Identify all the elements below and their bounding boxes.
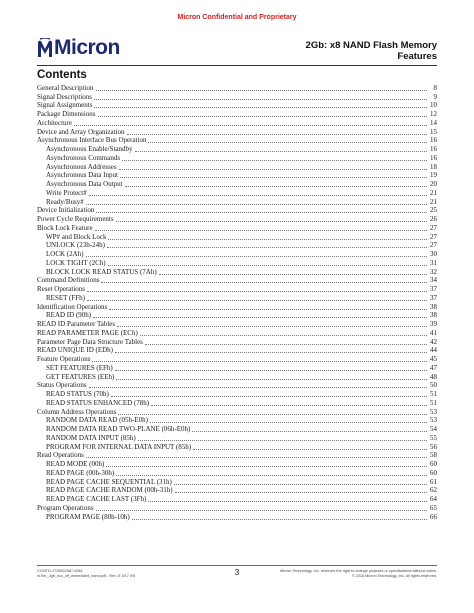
toc-entry-page: 58 (430, 451, 437, 460)
toc-entry[interactable] (37, 390, 437, 399)
toc-leader-dots (193, 449, 427, 450)
toc-entry[interactable] (37, 487, 437, 496)
toc-entry[interactable] (37, 347, 437, 356)
toc-leader-dots (116, 221, 427, 222)
toc-entry-page: 51 (430, 399, 437, 407)
toc-leader-dots (96, 212, 427, 213)
toc-entry[interactable] (37, 513, 437, 522)
toc-leader-dots (192, 431, 427, 432)
toc-leader-dots (122, 160, 427, 161)
toc-entry-page: 54 (430, 425, 437, 434)
toc-entry[interactable] (37, 119, 437, 128)
document-title-line1: 2Gb: x8 NAND Flash Memory (305, 40, 437, 51)
toc-entry[interactable] (37, 495, 437, 504)
toc-entry-title: Asynchronous Data Input (46, 171, 118, 180)
micron-logo-icon (37, 38, 53, 58)
toc-entry-title: General Description (37, 84, 94, 92)
toc-entry[interactable] (37, 242, 437, 251)
toc-entry-page: 32 (430, 267, 437, 276)
toc-entry[interactable] (37, 452, 437, 461)
toc-entry[interactable] (37, 268, 437, 277)
toc-entry-title: Program Operations (37, 504, 94, 512)
toc-entry[interactable] (37, 434, 437, 443)
toc-entry[interactable] (37, 408, 437, 417)
toc-entry-title: UNLOCK (23h-24h) (46, 241, 105, 250)
toc-entry-title: Device Initialization (37, 206, 95, 215)
toc-leader-dots (111, 396, 427, 397)
toc-entry-title: READ PAGE (00h-30h) (46, 469, 115, 477)
toc-leader-dots (119, 169, 427, 170)
toc-entry-title: Column Address Operations (37, 407, 117, 416)
toc-entry-page: 34 (430, 276, 437, 285)
toc-leader-dots (120, 177, 427, 178)
toc-leader-dots (94, 107, 427, 108)
toc-entry-page: 37 (430, 294, 437, 302)
toc-entry-page: 10 (430, 101, 437, 110)
toc-leader-dots (125, 186, 427, 187)
toc-entry-title: Package Dimensions (37, 110, 96, 119)
toc-entry[interactable] (37, 338, 437, 347)
toc-entry-page: 16 (430, 145, 437, 154)
toc-entry-title: READ ID (90h) (46, 311, 92, 320)
toc-entry[interactable] (37, 102, 437, 111)
toc-leader-dots (135, 151, 427, 152)
toc-entry[interactable] (37, 469, 437, 478)
toc-leader-dots (86, 256, 427, 257)
toc-leader-dots (94, 99, 427, 100)
toc-entry[interactable] (37, 277, 437, 286)
micron-logo (37, 36, 120, 60)
footer-disclaimer: Micron Technology, Inc. reserves the right to change products or specifications without notice. (280, 569, 437, 573)
toc-entry[interactable] (37, 303, 437, 312)
toc-entry-title: Read Operations (37, 451, 84, 460)
toc-entry-page: 9 (433, 92, 437, 101)
toc-entry[interactable] (37, 172, 437, 181)
toc-leader-dots (89, 387, 427, 388)
toc-entry-page: 47 (430, 364, 437, 372)
toc-entry[interactable] (37, 137, 437, 146)
toc-entry-page: 38 (430, 311, 437, 320)
toc-leader-dots (148, 501, 427, 502)
toc-entry[interactable] (37, 355, 437, 364)
toc-leader-dots (138, 440, 427, 441)
toc-leader-dots (174, 484, 427, 485)
toc-leader-dots (118, 414, 427, 415)
toc-entry-page: 14 (430, 119, 437, 127)
footer-divider (37, 565, 437, 566)
toc-entry[interactable] (37, 478, 437, 487)
toc-entry-title: Asynchronous Commands (46, 154, 121, 162)
toc-entry-title: READ ID Parameter Tables (37, 320, 116, 329)
toc-leader-dots (108, 239, 427, 240)
toc-leader-dots (95, 230, 427, 231)
toc-entry-title: WP# and Block Lock (46, 232, 107, 241)
document-title (306, 41, 437, 62)
toc-entry[interactable] (37, 320, 437, 329)
toc-entry-page: 16 (430, 136, 437, 145)
toc-entry-title: Feature Operations (37, 355, 91, 364)
toc-entry-title: READ MODE (00h) (46, 460, 105, 469)
toc-leader-dots (175, 492, 427, 493)
toc-entry-page: 41 (430, 329, 437, 337)
toc-leader-dots (96, 510, 427, 511)
toc-entry-title: Reset Operations (37, 285, 86, 294)
toc-entry-page: 18 (430, 162, 437, 171)
toc-entry-page: 26 (430, 215, 437, 224)
footer-right (280, 569, 437, 579)
toc-entry[interactable] (37, 364, 437, 373)
toc-entry-page: 30 (430, 250, 437, 259)
toc-entry-title: READ PAGE CACHE LAST (3Fh) (46, 495, 147, 504)
toc-entry-page: 8 (433, 84, 437, 92)
toc-entry-page: 60 (430, 460, 437, 469)
toc-entry-page: 50 (430, 381, 437, 390)
toc-entry-title: READ STATUS (70h) (46, 390, 109, 399)
toc-entry-page: 51 (430, 390, 437, 399)
toc-entry-page: 62 (430, 486, 437, 495)
toc-leader-dots (117, 326, 427, 327)
document-title-line2: Features (397, 50, 437, 62)
toc-leader-dots (145, 344, 427, 345)
toc-leader-dots (101, 282, 427, 283)
toc-entry-page: 27 (430, 241, 437, 250)
toc-leader-dots (106, 466, 427, 467)
toc-entry-page: 66 (430, 512, 437, 521)
toc-leader-dots (109, 309, 427, 310)
toc-entry-title: READ PAGE CACHE RANDOM (00h-31h) (46, 486, 173, 495)
toc-leader-dots (115, 370, 427, 371)
toc-entry[interactable] (37, 504, 437, 513)
toc-entry-page: 65 (430, 504, 437, 512)
toc-entry[interactable] (37, 382, 437, 391)
toc-entry[interactable] (37, 145, 437, 154)
toc-leader-dots (92, 361, 427, 362)
contents-heading: Contents (37, 69, 87, 81)
toc-entry-page: 27 (430, 232, 437, 241)
toc-entry-page: 21 (430, 189, 437, 197)
toc-entry-page: 37 (430, 285, 437, 294)
toc-entry-title: Ready/Busy# (46, 197, 84, 206)
toc-entry-page: 27 (430, 224, 437, 232)
toc-entry-page: 15 (430, 127, 437, 136)
toc-entry-page: 19 (430, 171, 437, 180)
toc-entry-title: Status Operations (37, 381, 87, 390)
toc-leader-dots (87, 291, 427, 292)
toc-entry-title: SET FEATURES (EFh) (46, 364, 113, 372)
toc-entry-page: 64 (430, 495, 437, 504)
toc-leader-dots (151, 405, 427, 406)
toc-entry[interactable] (37, 425, 437, 434)
toc-entry-page: 21 (430, 197, 437, 206)
toc-entry[interactable] (37, 460, 437, 469)
toc-leader-dots (115, 352, 427, 353)
toc-entry[interactable] (37, 154, 437, 163)
toc-entry-page: 48 (430, 372, 437, 381)
toc-entry-title: BLOCK LOCK READ STATUS (7Ah) (46, 267, 157, 276)
toc-entry[interactable] (37, 312, 437, 321)
toc-entry-page: 39 (430, 320, 437, 329)
toc-leader-dots (116, 475, 427, 476)
header-divider (37, 65, 437, 66)
toc-entry-title: Signal Descriptions (37, 92, 93, 101)
toc-entry[interactable] (37, 399, 437, 408)
toc-entry-title: RANDOM DATA INPUT (85h) (46, 434, 136, 442)
toc-entry[interactable] (37, 180, 437, 189)
toc-entry-page: 61 (430, 477, 437, 486)
toc-entry[interactable] (37, 285, 437, 294)
toc-entry-page: 45 (430, 355, 437, 364)
toc-entry-page: 44 (430, 346, 437, 355)
toc-entry-title: READ STATUS ENHANCED (78h) (46, 399, 150, 407)
toc-entry[interactable] (37, 443, 437, 452)
footer-doc-id: CCMTD-1725822587-8361 (37, 569, 83, 573)
logo-wordmark: Micron (54, 36, 120, 59)
toc-entry-title: Parameter Page Data Structure Tables (37, 337, 143, 346)
footer-file-name: m7bb_2gb_ecc_cff_embedded_nand.pdf - Rev. E 5/17 EN (37, 574, 136, 578)
toc-entry[interactable] (37, 189, 437, 198)
toc-entry-title: Write Protect# (46, 189, 87, 197)
toc-leader-dots (127, 134, 427, 135)
toc-leader-dots (159, 274, 427, 275)
toc-leader-dots (74, 125, 427, 126)
toc-leader-dots (86, 204, 427, 205)
toc-leader-dots (140, 335, 427, 336)
toc-leader-dots (116, 379, 427, 380)
toc-leader-dots (86, 457, 427, 458)
toc-entry-page: 31 (430, 259, 437, 267)
toc-leader-dots (108, 265, 427, 266)
table-of-contents (37, 84, 437, 522)
toc-entry-title: READ UNIQUE ID (EDh) (37, 346, 114, 355)
toc-entry-title: Signal Assignments (37, 101, 93, 110)
toc-entry-title: Command Definitions (37, 276, 100, 285)
toc-entry[interactable] (37, 198, 437, 207)
toc-entry[interactable] (37, 294, 437, 303)
toc-entry[interactable] (37, 250, 437, 259)
toc-entry[interactable] (37, 224, 437, 233)
toc-entry[interactable] (37, 215, 437, 224)
toc-entry-title: Architecture (37, 119, 72, 127)
toc-leader-dots (96, 90, 427, 91)
toc-entry-title: RESET (FFh) (46, 294, 85, 302)
toc-entry-title: RANDOM DATA READ TWO-PLANE (06h-E0h) (46, 425, 191, 434)
toc-entry[interactable] (37, 207, 437, 216)
toc-entry-title: Asynchronous Data Output (46, 180, 123, 189)
toc-entry-title: Block Lock Feature (37, 224, 93, 232)
toc-entry-page: 55 (430, 434, 437, 442)
toc-entry-page: 53 (430, 407, 437, 416)
toc-entry-page: 38 (430, 302, 437, 311)
toc-entry-page: 42 (430, 337, 437, 346)
toc-entry-title: Asynchronous Addresses (46, 162, 117, 171)
toc-entry-page: 56 (430, 442, 437, 451)
toc-entry[interactable] (37, 163, 437, 172)
toc-leader-dots (107, 247, 427, 248)
toc-entry-title: RANDOM DATA READ (05h-E0h) (46, 416, 148, 425)
toc-entry-page: 12 (430, 110, 437, 119)
toc-entry-title: LOCK (2Ah) (46, 250, 84, 259)
toc-entry-title: Identification Operations (37, 302, 108, 311)
toc-entry-page: 20 (430, 180, 437, 189)
toc-entry[interactable] (37, 373, 437, 382)
toc-entry-page: 16 (430, 154, 437, 162)
toc-entry-title: Power Cycle Requirements (37, 215, 114, 224)
toc-entry-page: 60 (430, 469, 437, 477)
toc-entry[interactable] (37, 93, 437, 102)
page-number: 3 (234, 568, 240, 577)
toc-entry[interactable] (37, 110, 437, 119)
toc-entry-page: 25 (430, 206, 437, 215)
toc-entry-title: PROGRAM FOR INTERNAL DATA INPUT (85h) (46, 442, 192, 451)
toc-entry-title: READ PAGE CACHE SEQUENTIAL (31h) (46, 477, 172, 486)
toc-entry-page: 53 (430, 416, 437, 425)
toc-leader-dots (93, 317, 427, 318)
confidential-banner: Micron Confidential and Proprietary (177, 14, 297, 21)
toc-entry-title: Asynchronous Enable/Standby (46, 145, 133, 154)
footer-copyright: © 2016 Micron Technology, Inc. All rights reserved. (351, 574, 437, 578)
toc-leader-dots (98, 116, 427, 117)
toc-entry-title: LOCK TIGHT (2Ch) (46, 259, 106, 267)
toc-entry-title: Asynchronous Interface Bus Operation (37, 136, 147, 145)
toc-entry[interactable] (37, 417, 437, 426)
toc-entry-title: READ PARAMETER PAGE (ECh) (37, 329, 138, 337)
toc-entry[interactable] (37, 84, 437, 93)
toc-entry[interactable] (37, 259, 437, 268)
toc-leader-dots (148, 142, 427, 143)
toc-leader-dots (132, 519, 427, 520)
toc-leader-dots (150, 422, 427, 423)
toc-entry-title: GET FEATURES (EEh) (46, 372, 115, 381)
toc-entry[interactable] (37, 128, 437, 137)
toc-entry[interactable] (37, 329, 437, 338)
toc-entry-title: PROGRAM PAGE (80h-10h) (46, 512, 130, 521)
toc-leader-dots (89, 195, 427, 196)
toc-leader-dots (87, 300, 427, 301)
toc-entry[interactable] (37, 233, 437, 242)
toc-entry-title: Device and Array Organization (37, 127, 125, 136)
